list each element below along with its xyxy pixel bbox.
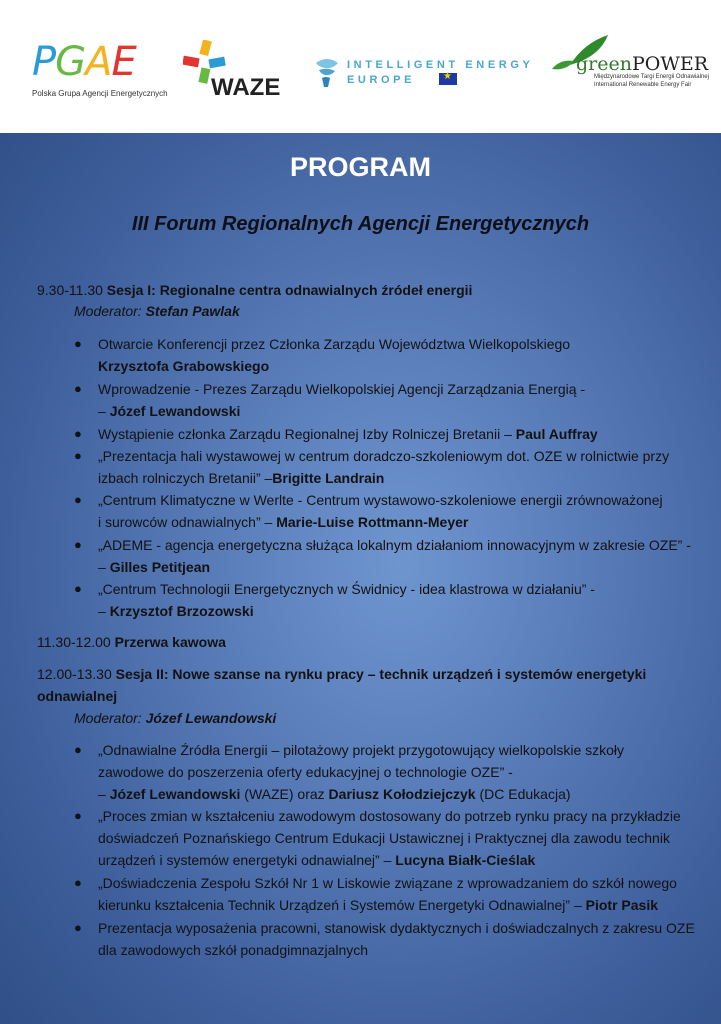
session2-header-cont: odnawialnej [37,688,118,704]
eu-flag-icon [439,73,457,85]
list-item: zawodowe do poszerzenia oferty edukacyjnej o technologie OZE” - [98,764,513,780]
list-item: Wprowadzenie - Prezes Zarządu Wielkopolskiej Agencji Zarządzania Energią - [98,381,586,397]
list-item-speaker: – Krzysztof Brzozowski [98,603,254,619]
program-title: PROGRAM [290,152,431,182]
list-item: „Centrum Technologii Energetycznych w Świdnicy - idea klastrowa w działaniu” - [98,581,595,597]
bullet-icon: ● [74,875,82,890]
iee-line2: EUROPE [347,74,416,86]
bullet-icon: ● [74,381,82,396]
list-item: Prezentacja wyposażenia pracowni, stanowisk dydaktycznych i doświadczalnych z zakresu OZE [98,920,695,936]
list-item: „Centrum Klimatyczne w Werlte - Centrum wystawowo-szkoleniowe energii zrównoważonej [98,492,663,508]
greenpower-sub1: Międzynarodowe Targi Energii Odnawialnej [594,74,709,80]
bullet-icon: ● [74,742,82,757]
list-item: „Prezentacja hali wystawowej w centrum doradczo-szkoleniowym dot. OZE w rolnictwie przy [98,448,670,464]
list-item: „Doświadczenia Zespołu Szkół Nr 1 w Liskowie związane z wprowadzaniem do szkół nowego [98,875,677,891]
session2-header: 12.00-13.30 Sesja II: Nowe szanse na rynku pracy – technik urządzeń i systemów energetyki [37,666,647,682]
list-item: „Proces zmian w kształceniu zawodowym dostosowany do potrzeb rynku pracy na przykładzie [98,808,681,824]
coffee-break: 11.30-12.00 Przerwa kawowa [37,634,226,650]
session2-moderator: Moderator: Józef Lewandowski [74,710,277,726]
iee-line1: INTELLIGENT ENERGY [347,59,534,71]
bullet-icon: ● [74,448,82,463]
greenpower-logo [550,33,710,93]
greenpower-sub2: International Renewable Energy Fair [594,82,692,88]
list-item-speaker: i surowców odnawialnych” – Marie-Luise Rottmann-Meyer [98,514,469,530]
bullet-icon: ● [74,492,82,507]
list-item: dla zawodowych szkół ponadgimnazjalnych [98,942,369,958]
list-item: „ADEME - agencja energetyczna służąca lokalnym działaniom innowacyjnym w zakresie OZE” - [98,537,691,553]
bullet-icon: ● [74,336,82,351]
logo-header [0,0,721,133]
list-item-speaker: kierunku kształcenia Technik Urządzeń i Systemów Energetyki Odnawialnej” – Piotr Pasik [98,897,659,913]
list-item-speaker: – Gilles Petitjean [98,559,211,575]
list-item-speaker: izbach rolniczych Bretanii” –Brigitte Landrain [98,470,385,486]
pgae-logo [32,39,168,100]
list-item: doświadczeń Poznańskiego Centrum Edukacji Ustawicznej i Praktycznej dla zawodu technik [98,830,670,846]
list-item: „Odnawialne Źródła Energii – pilotażowy projekt przygotowujący wielkopolskie szkoły [98,742,625,758]
session1-moderator: Moderator: Stefan Pawlak [74,303,240,319]
forum-title: III Forum Regionalnych Agencji Energetycznych [131,213,590,235]
bullet-icon: ● [74,581,82,596]
list-item-speaker: urządzeń i systemów energetyki odnawialnej” – Lucyna Białk-Cieślak [98,852,536,868]
list-item-speaker: – Józef Lewandowski (WAZE) oraz Dariusz Kołodziejczyk (DC Edukacja) [98,786,571,802]
list-item: Otwarcie Konferencji przez Członka Zarządu Województwa Wielkopolskiego [98,336,571,352]
list-item-speaker: Krzysztofa Grabowskiego [98,358,270,374]
pgae-logo-letters: PGAE [32,39,136,85]
bullet-icon: ● [74,426,82,441]
waze-logo-text: WAZE [211,74,281,101]
bullet-icon: ● [74,537,82,552]
list-item-speaker: – Józef Lewandowski [98,403,241,419]
iee-bulb-icon [313,55,341,89]
bullet-icon: ● [74,808,82,823]
waze-logo [183,40,283,100]
greenpower-brand: greenPOWER [576,53,709,75]
session1-header: 9.30-11.30 Sesja I: Regionalne centra odnawialnych źródeł energii [37,282,473,298]
pgae-subtitle: Polska Grupa Agencji Energetycznych [32,89,168,98]
intelligent-energy-europe-logo [313,55,543,91]
bullet-icon: ● [74,920,82,935]
list-item: Wystąpienie członka Zarządu Regionalnej Izby Rolniczej Bretanii – Paul Auffray [98,426,598,442]
